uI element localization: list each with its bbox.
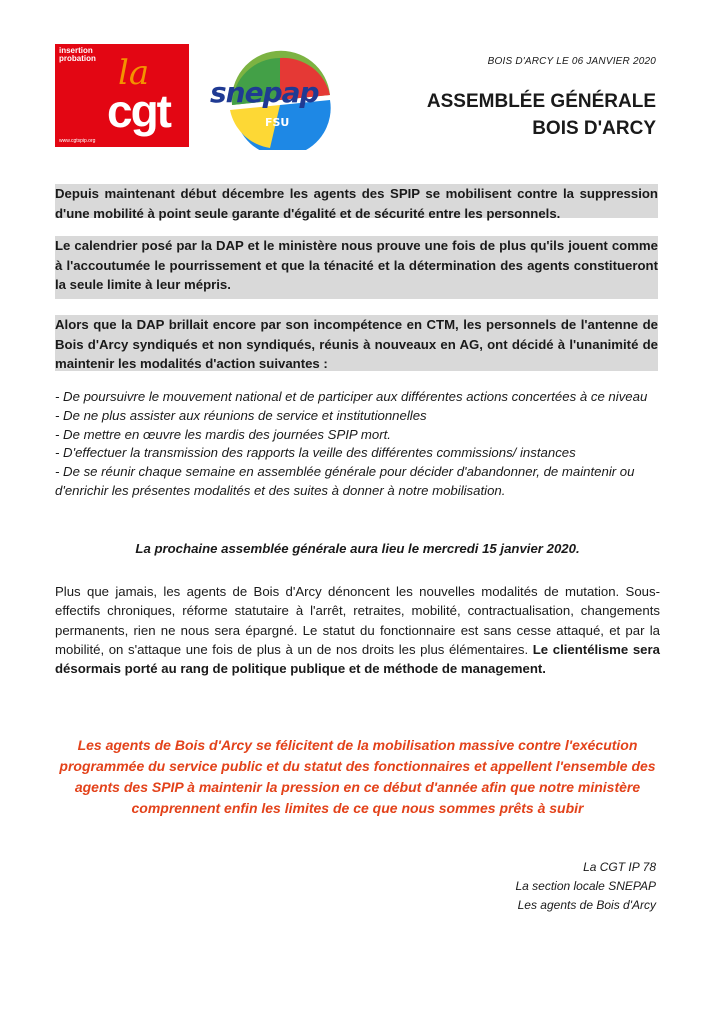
highlight-block-1 [55,184,658,221]
signature-line: La section locale SNEPAP [515,879,656,893]
action-item: - De mettre en œuvre les mardis des journées SPIP mort. [55,426,391,442]
closing-statement: Les agents de Bois d'Arcy se félicitent de la mobilisation massive contre l'exécution programmée du service public et du statut des fonctionnaires et appellent l'ensemble des agents des SPIP à maintenir la pression en ce début d'année afin que notre ministère comprennent enfin les limites de ce que nous sommes prêts à subir [59,737,656,816]
next-assembly-notice: La prochaine assemblée générale aura lieu le mercredi 15 janvier 2020. [135,541,580,556]
page-title [427,88,656,142]
signature-block [515,858,656,915]
cgt-logo-line1: insertion [59,46,93,55]
body-bold-text: Le clientélisme sera désormais porté au rang de politique publique et de méthode de management. [55,641,660,677]
highlight-paragraph: Le calendrier posé par la DAP et le ministère nous prouve une fois de plus qu'ils jouent comme à l'accoutumée le pourrissement et que la ténacité et la détermination des agents constitueront la seule limite à leur mépris. [55,238,658,292]
body-paragraph [55,582,660,678]
snepap-logo-fsu: FSU [265,116,290,129]
action-list [55,388,660,501]
body-text: Plus que jamais, les agents de Bois d'Arcy dénoncent les nouvelles modalités de mutation. Sous-effectifs chroniques, réforme statutaire à l'arrêt, retraites, mobilité, contractualisation, changements permanents, rien ne nous sera épargné. Le statut du fonctionnaire est sans cesse attaqué, et par la mobilité, on s'attaque une fois de plus à un de nos droits les plus élémentaires. [55,584,660,657]
highlight-block-2 [55,236,658,299]
signature-line: La CGT IP 78 [583,860,656,874]
action-item: - De poursuivre le mouvement national et de participer aux différentes actions concertées à ce niveau [55,389,648,404]
action-item: - De se réunir chaque semaine en assemblée générale pour décider d'abandonner, de maintenir ou d'enrichir les présentes modalités et des suites à donner à notre mobilisation. [55,464,635,498]
snepap-logo-name: snepap [210,76,319,109]
cgt-logo-la: la [118,53,150,93]
signature-line: Les agents de Bois d'Arcy [517,898,656,912]
cgt-logo-line2: probation [59,54,96,63]
title-line-2: BOIS D'ARCY [532,118,656,139]
highlight-paragraph: Alors que la DAP brillait encore par son incompétence en CTM, les personnels de l'antenne de Bois d'Arcy syndiqués et non syndiqués, réunis à nouveaux en AG, ont décidé à l'unanimité de maintenir les modalités d'action suivantes : [55,317,658,371]
snepap-logo [210,50,350,150]
cgt-logo-url: www.cgtspip.org [59,138,96,144]
title-line-1: ASSEMBLÉE GÉNÉRALE [426,91,656,112]
highlight-block-3 [55,315,658,371]
cgt-logo [55,44,189,147]
dateline: BOIS D'ARCY LE 06 JANVIER 2020 [487,56,656,67]
action-item: - D'effectuer la transmission des rapports la veille des différentes commissions/ instances [55,445,576,461]
cgt-logo-name: cgt [107,85,170,137]
highlight-paragraph: Depuis maintenant début décembre les agents des SPIP se mobilisent contre la suppression d'une mobilité à point seule garante d'égalité et de sécurité entre les personnels. [55,186,658,221]
action-item: - De ne plus assister aux réunions de service et institutionnelles [55,407,427,423]
